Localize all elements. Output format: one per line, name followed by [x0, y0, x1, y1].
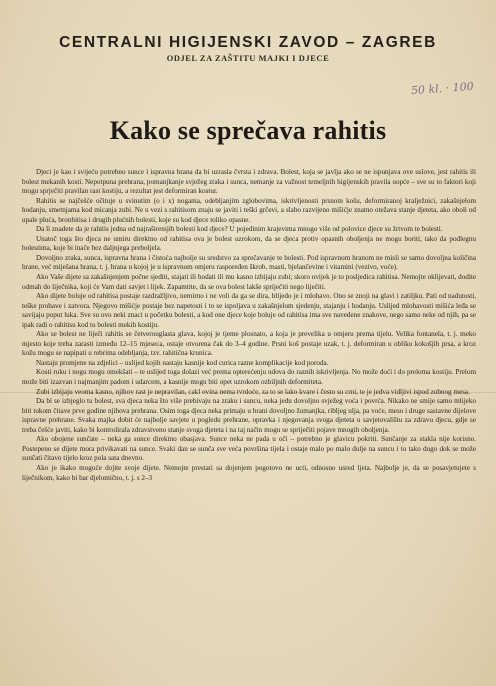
paragraph: Unatoč toga što djeca ne umiru direktno od rahitisa ova je bolest uzrokom, da se djeca protiv opasnih oboljenja ne mogu boriti, tako da podlegnu bolestima, koje bi inače bez daljnjega preboljela. [22, 234, 476, 253]
document-title: Kako se sprečava rahitis [109, 116, 387, 145]
paragraph: Ako Vaše dijete sa zakašnjenjem počne sjediti, stajati ili hodati ili mu kasno izbijaju zubi; skoro uvijek je to posljedica rahitisa. Nemojte oklijevati, dodite odmah do liječnika, koji će Vam dati savjet i lijek. Zapamtite, da se ova bolest lakše spriječiti nego liječiti. [22, 273, 476, 291]
paragraph: Ako obojene sunčate – neka ga sunce direktno obasjava. Sunce neka ne pada u oči – potrebno je glavicu pokriti. Sunčanje za stakla nije korisno. Postepeno se dijete mora privikavati na sunce. Svaki dan se sunča sve veća površina tijela i ostaje malo po malo dulje na suncu i to tako dugo dok se može sunčati čitavo tijelo kroz pola sata dnevno. [22, 435, 476, 463]
paragraph: Nastaju promjene na zdjelici – uslijed kojih nastaju kasnije kod curica razne komplikacije kod poroda. [36, 358, 329, 367]
department-subheader: ODJEL ZA ZAŠTITU MAJKI I DJECE [166, 54, 330, 63]
paragraph: Rahitis se najčešće očituje u svinutim (o i x) nogama, odebljanjim zglobovima, iskrivljenosti prsnom košu, deformiranoj kralježnici, zakašnjelom hodanju, smetnjama kod micanja zubi. Ne u vezi s rahitisom znaju se javiti i teški grčevi, a slabo razvijeno mišićje znatno otežava stanje djeteta, ako oboli od upale pluća, bronhitisa i drugih plućnih bolesti, koje su kod djece tolikо opasne. [22, 196, 476, 224]
paragraph: Ako dijete boluje od rahitisa postaje razdražljivo, nemirno i ne voli da ga se dira, blijedo je i mlohavo. Ono se znoji na glavi i zatiljku. Pati od nadutosti, teške probave i zatvora. Njegovo mišićje postaje bez napetosti i to se ispoljava u zakašnjelom sjedenju, stajanju i hodanju. Uslijed mlohavosti mišića leđa se savijaju poput luka. Sve su ovo neki znaci u početku bolesti, a kod one djece koje boluje od rahitisa ima sve navedene znakove, nego samo neke od njih, pa se ipak radi o rahitisu kod tu bolesti mekih kostiju. [22, 292, 476, 329]
institution-header: CENTRALNI HIGIJENSKI ZAVOD – ZAGREB [59, 34, 437, 51]
paragraph: Zubi izbijaju veoma kasno, njihov rast je nepravilan, cakl ovina nema tvrdoće, za to se lako kvare i često su crni, te je jedva vidljivi ispod zubnog mesa. [36, 387, 470, 396]
paragraph: Ako se bolest ne liječi rahitis se četverouglasta glava, kojoj je tjeme plosnato, a koja je prevelika u omjeru prema tijelu. Velika fontanela, t. j. meko mjesto koje treba zarasti između 12–15 mjeseca, ostaje otvorena čak do 3–4 godine. Prsni koš postaje uzak, t. j. deformiran u obliku kokošjih prsa, a kroz kožu mogu se napipati u rebrima odebljanja, tzv. rahitična krunica. [22, 330, 476, 358]
paragraph: Djeci je kao i svijeću potrebno sunce i ispravna hrana da bi uzrasla čvrsta i zdrava. Bolest, koja se javlja ako se ne ispunjava ove uslove, jest rahitis ili bolest mekanih kosti. Nepotpuna prehrana, pomanjkanje svježeg zraka i sunca, nemanje za važnost temeljnih higijenskih pravila uopće – sve su to faktori koji mogu sprječiti pravilan rast kostiju, a rezultat jest deformiran kostur. [22, 168, 476, 196]
handwritten-annotation: 50 kl. · 100 [410, 79, 475, 98]
paragraph: Da bi se izbjeglo tu bolest, sva djeca neka što više prebivaju na zraku i suncu, neka jedu dovoljno svježeg voća i povrća. Nikako ne smije samo mlijeko biti tokom čitave prve godine njihova prehrana. Osim toga djeca neka primaju u hrani dovoljno žumanjka, ribljeg ulja, pa voće, meso i druge sastavne dijelove ispravne prehrane. Svaka majka dobit će najbolje savjete u pogledu prehrane, opravka i njegovanja svoga djeteta u savjetovalištu za zdravu djecu, gdje se treba češće javiti, kako bi kontrolirala zdravstveno stanje svoga djeteta i na taj način mogu se spriječiti pojave mnogih oboljenja. [22, 397, 476, 434]
paragraph: Kosti ruku i nogu mogu omekšati – te uslijed toga dolazi već prema opterećenju udova do raznih iskrivljenja. No može doći i do preloma kostiju. Prelom može biti izazvan i najmanjim padom i udarcem, a kasnije mogu biti opet uzrokom ozbiljnih deformiteta. [22, 368, 476, 387]
paragraph: Dovoljno zraka, sunca, ispravna hrana i čistoća najbolje su sredstvo za sprečavanje te bolesti. Pod ispravnom hranom ne misli se samo dovoljna količina hrane, već miješana hrana, t. j. hrana u kojoj je u ispravnom omjeru raspoređen škrob, masti, bjelančevine i vitamini (vezivo, voće). [22, 253, 476, 272]
body-text [22, 168, 476, 483]
paragraph: Ako je ikako moguće dojite svoje dijete. Nemojte prestati sa dojenjem pogotovo ne ucti, odnosno usred ljeta. Najbolje je, da se posavjetujete s liječnikom, kako bi bar djelomično, t. j. s 2–3 [22, 463, 476, 482]
paragraph: Da li znadete da je rahitis jedna od najraširenijih bolesti kod djece? U pojedinim krajevima mnogo više od polovice djece su žrtvom te bolesti. [36, 225, 443, 234]
